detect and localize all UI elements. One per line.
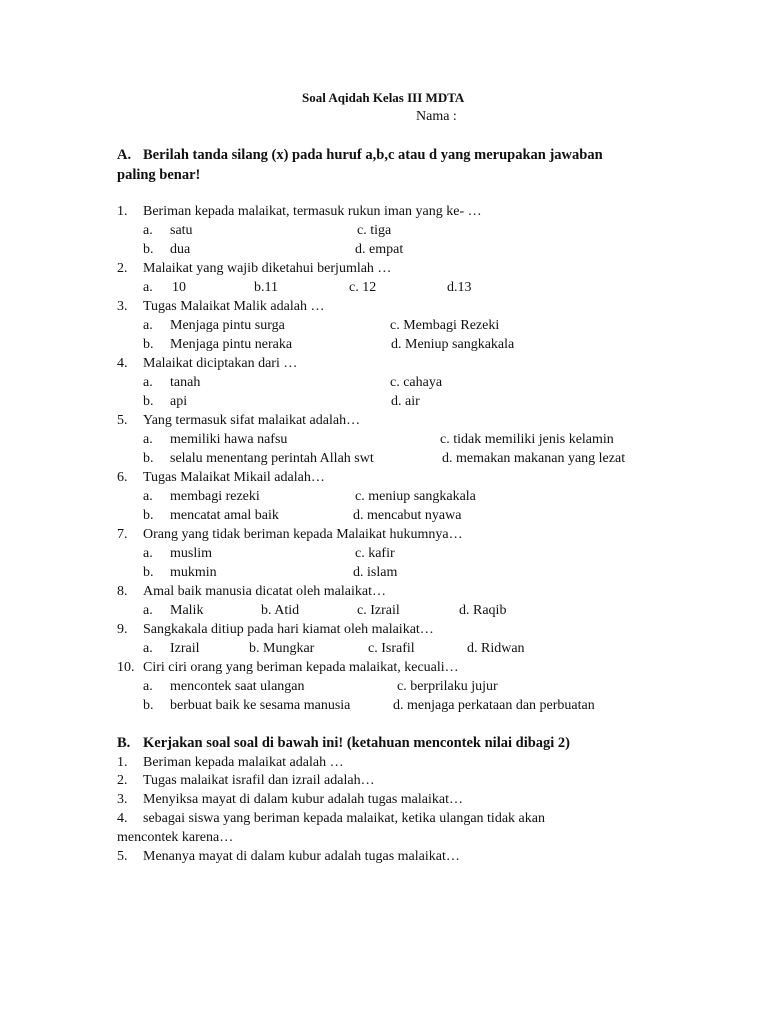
question-number: 2. [117, 773, 128, 788]
option-letter: a. [143, 603, 153, 618]
option-letter: a. [143, 432, 153, 447]
option-b: selalu menentang perintah Allah swt [170, 451, 374, 466]
question-text: Malaikat diciptakan dari … [143, 356, 298, 371]
section-b-instruction: Kerjakan soal soal di bawah ini! (ketahuan mencontek nilai dibagi 2) [143, 735, 571, 751]
option-a: memiliki hawa nafsu [170, 432, 288, 447]
option-letter: a. [143, 489, 153, 504]
option-b: b. Atid [261, 603, 300, 618]
option-d: d. Raqib [459, 603, 507, 618]
option-c: c. tidak memiliki jenis kelamin [440, 432, 614, 447]
section-b-letter: B. [117, 735, 131, 751]
question-number: 9. [117, 622, 128, 637]
question-text: Beriman kepada malaikat, termasuk rukun iman yang ke- … [143, 204, 482, 219]
option-c: c. cahaya [390, 375, 443, 390]
question-number: 6. [117, 470, 128, 485]
option-d: d. islam [353, 565, 398, 580]
option-b: berbuat baik ke sesama manusia [170, 698, 351, 713]
option-letter: a. [143, 223, 153, 238]
option-letter: b. [143, 565, 154, 580]
section-a-instruction-cont: paling benar! [117, 167, 201, 183]
option-c: c. Membagi Rezeki [390, 318, 500, 333]
option-c: c. 12 [349, 280, 377, 295]
option-a: Menjaga pintu surga [170, 318, 285, 333]
question-text: Malaikat yang wajib diketahui berjumlah … [143, 261, 392, 276]
option-c: c. Izrail [357, 603, 400, 618]
option-d: d. Meniup sangkakala [391, 337, 515, 352]
option-b: b.11 [254, 280, 278, 295]
option-d: d. Ridwan [467, 641, 525, 656]
option-a: Malik [170, 603, 204, 618]
option-d: d. empat [355, 242, 404, 257]
option-letter: b. [143, 508, 154, 523]
option-d: d. memakan makanan yang lezat [442, 451, 626, 466]
essay-question-cont: mencontek karena… [117, 830, 234, 845]
option-letter: a. [143, 280, 153, 295]
question-number: 8. [117, 584, 128, 599]
question-number: 10. [117, 660, 135, 675]
option-a: satu [170, 223, 193, 238]
option-b: dua [170, 242, 191, 257]
option-letter: a. [143, 679, 153, 694]
question-text: Tugas Malaikat Malik adalah … [143, 299, 325, 314]
option-d: d. mencabut nyawa [353, 508, 462, 523]
option-d: d. air [391, 394, 420, 409]
option-c: c. Israfil [368, 641, 415, 656]
page-title: Soal Aqidah Kelas III MDTA [302, 90, 465, 105]
option-b: mencatat amal baik [170, 508, 279, 523]
option-letter: a. [143, 641, 153, 656]
question-text: Ciri ciri orang yang beriman kepada malaikat, kecuali… [143, 660, 459, 675]
option-c: c. meniup sangkakala [355, 489, 476, 504]
option-b: b. Mungkar [249, 641, 315, 656]
option-a: membagi rezeki [170, 489, 260, 504]
question-number: 7. [117, 527, 128, 542]
question-number: 3. [117, 299, 128, 314]
question-text: Yang termasuk sifat malaikat adalah… [143, 413, 361, 428]
option-b: Menjaga pintu neraka [170, 337, 293, 352]
option-a: muslim [170, 546, 213, 561]
option-a: 10 [172, 280, 186, 295]
section-a-instruction: Berilah tanda silang (x) pada huruf a,b,c atau d yang merupakan jawaban [143, 147, 603, 163]
question-text: Sangkakala ditiup pada hari kiamat oleh malaikat… [143, 622, 434, 637]
question-text: Orang yang tidak beriman kepada Malaikat hukumnya… [143, 527, 463, 542]
option-letter: b. [143, 394, 154, 409]
option-d: d. menjaga perkataan dan perbuatan [393, 698, 595, 713]
question-number: 5. [117, 849, 128, 864]
essay-question: Tugas malaikat israfil dan izrail adalah… [143, 773, 375, 788]
question-number: 4. [117, 356, 128, 371]
option-c: c. kafir [355, 546, 395, 561]
essay-question: sebagai siswa yang beriman kepada malaikat, ketika ulangan tidak akan [143, 811, 545, 826]
option-letter: a. [143, 375, 153, 390]
question-number: 4. [117, 811, 128, 826]
question-text: Amal baik manusia dicatat oleh malaikat… [143, 584, 386, 599]
option-a: mencontek saat ulangan [170, 679, 305, 694]
question-number: 5. [117, 413, 128, 428]
option-letter: b. [143, 242, 154, 257]
question-number: 1. [117, 204, 128, 219]
name-label: Nama : [416, 109, 457, 124]
question-number: 2. [117, 261, 128, 276]
option-b: api [170, 394, 188, 409]
option-letter: b. [143, 451, 154, 466]
question-text: Tugas Malaikat Mikail adalah… [143, 470, 325, 485]
option-c: c. berprilaku jujur [397, 679, 498, 694]
section-a-letter: A. [117, 147, 132, 163]
option-c: c. tiga [357, 223, 392, 238]
question-number: 3. [117, 792, 128, 807]
option-letter: b. [143, 337, 154, 352]
essay-question: Menyiksa mayat di dalam kubur adalah tugas malaikat… [143, 792, 463, 807]
option-letter: a. [143, 318, 153, 333]
option-letter: a. [143, 546, 153, 561]
option-a: Izrail [170, 641, 200, 656]
option-d: d.13 [447, 280, 472, 295]
option-a: tanah [170, 375, 201, 390]
option-letter: b. [143, 698, 154, 713]
question-number: 1. [117, 755, 128, 770]
option-b: mukmin [170, 565, 217, 580]
essay-question: Beriman kepada malaikat adalah … [143, 755, 344, 770]
essay-question: Menanya mayat di dalam kubur adalah tugas malaikat… [143, 849, 460, 864]
